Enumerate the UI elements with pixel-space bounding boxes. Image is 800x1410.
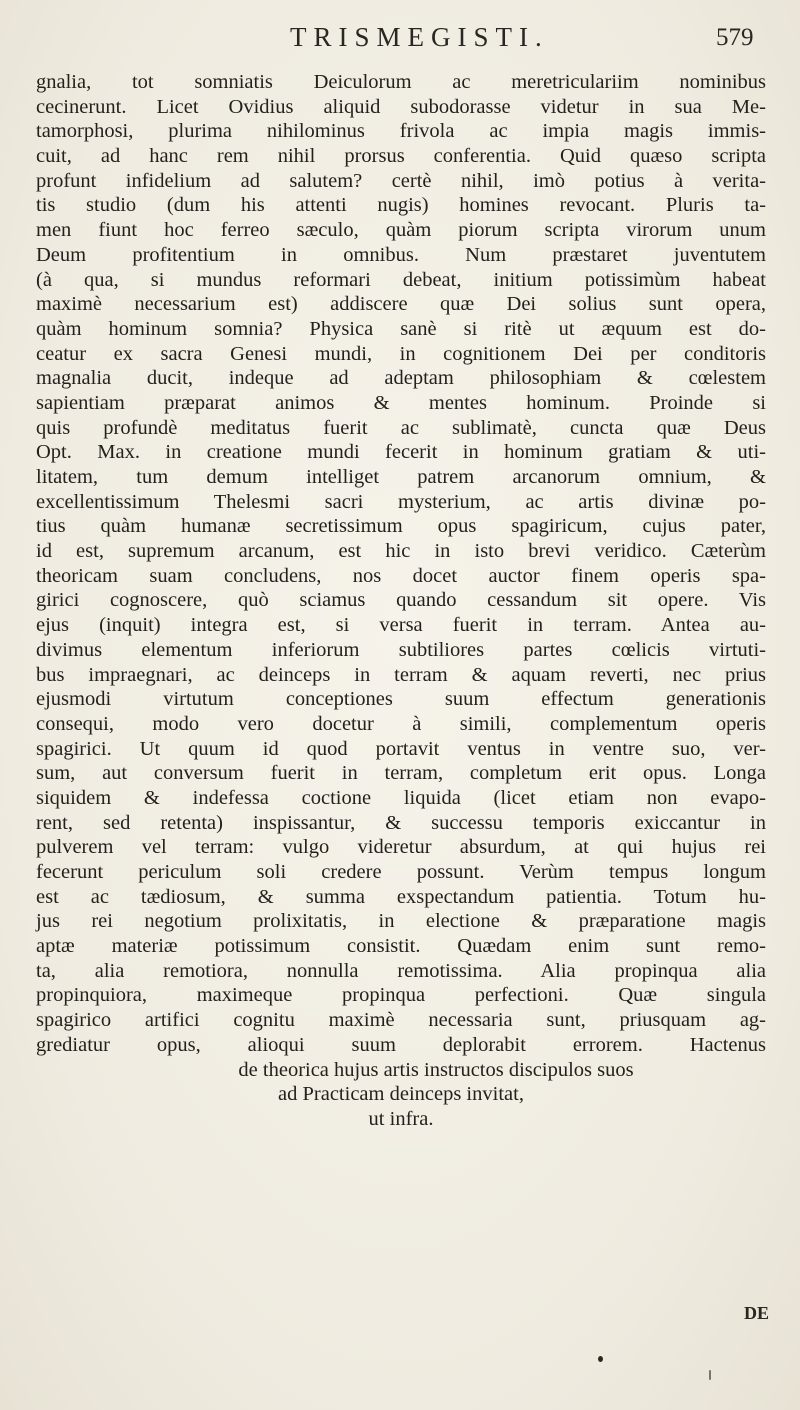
text-line: sum, aut conversum fuerit in terram, completum erit opus. Longa	[36, 762, 766, 785]
text-line: est ac tædiosum, & summa exspectandum patientia. Totum hu-	[36, 885, 766, 908]
text-line: ceatur ex sacra Genesi mundi, in cognitionem Dei per conditoris	[36, 342, 766, 365]
text-line: divimus elementum inferiorum subtiliores partes cœlicis virtuti-	[36, 638, 766, 661]
text-line: sapientiam præparat animos & mentes hominum. Proinde si	[36, 391, 766, 414]
text-line: id est, supremum arcanum, est hic in isto brevi veridico. Cæterùm	[36, 540, 766, 563]
text-line: de theorica hujus artis instructos discipulos suos	[238, 1058, 634, 1081]
text-line: propinquiora, maximeque propinqua perfectioni. Quæ singula	[36, 984, 766, 1007]
text-line: consequi, modo vero docetur à simili, complementum operis	[36, 712, 766, 735]
running-head	[0, 22, 800, 62]
text-line: magnalia ducit, indeque ad adeptam philosophiam & cœlestem	[36, 367, 766, 390]
text-line: litatem, tum demum intelliget patrem arcanorum omnium, &	[36, 466, 766, 488]
text-line: men fiunt hoc ferreo sæculo, quàm piorum scripta virorum unum	[36, 219, 766, 242]
text-line: (à qua, si mundus reformari debeat, initium potissimùm habeat	[36, 268, 766, 291]
text-line: spagirico artifici cognitu maximè necessaria sunt, priusquam ag-	[36, 1009, 766, 1032]
text-line: pulverem vel terram: vulgo videretur absurdum, at qui hujus rei	[36, 836, 766, 859]
text-line: girici cognoscere, quò sciamus quando cessandum sit opere. Vis	[36, 589, 766, 612]
text-line: jus rei negotium prolixitatis, in electione & præparatione magis	[36, 910, 766, 933]
text-line: Deum profitentium in omnibus. Num præstaret juventutem	[36, 243, 766, 266]
text-line: ejus (inquit) integra est, si versa fuerit in terram. Antea au-	[36, 614, 766, 637]
text-line: cecinerunt. Licet Ovidius aliquid subodorasse videtur in sua Me-	[36, 95, 766, 118]
text-line: tis studio (dum his attenti nugis) homines revocant. Pluris ta-	[36, 194, 766, 217]
text-line: ad Practicam deinceps invitat,	[278, 1083, 524, 1106]
text-line: ut infra.	[368, 1107, 434, 1130]
text-line: tius quàm humanæ secretissimum opus spagiricum, cujus pater,	[36, 515, 766, 538]
text-line: ejusmodi virtutum conceptiones suum effectum generationis	[36, 688, 766, 711]
text-line: bus impraegnari, ac deinceps in terram & aquam reverti, nec prius	[36, 663, 766, 686]
ink-speck	[598, 1356, 603, 1362]
page-title: TRISMEGISTI.	[290, 22, 549, 52]
text-line: profunt infidelium ad salutem? certè nihil, imò potius à verita-	[36, 169, 766, 192]
text-line: rent, sed retenta) inspissantur, & successu temporis exiccantur in	[36, 811, 766, 834]
text-line: grediatur opus, alioqui suum deplorabit errorem. Hactenus	[36, 1033, 766, 1056]
page-number: 579	[716, 24, 754, 51]
body-text	[36, 70, 766, 1132]
text-line: aptæ materiæ potissimum consistit. Quædam enim sunt remo-	[36, 935, 766, 958]
catchword: DE	[744, 1303, 770, 1323]
text-line: ta, alia remotiora, nonnulla remotissima. Alia propinqua alia	[36, 959, 766, 982]
text-line: spagirici. Ut quum id quod portavit ventus in ventre suo, ver-	[36, 737, 766, 760]
text-line: Opt. Max. in creatione mundi fecerit in hominum gratiam & uti-	[36, 441, 766, 464]
ink-speck	[709, 1370, 711, 1380]
text-line: excellentissimum Thelesmi sacri mysterium, ac artis divinæ po-	[36, 490, 766, 513]
text-line: theoricam suam concludens, nos docet auctor finem operis spa-	[36, 564, 766, 587]
text-line: maximè necessarium est) addiscere quæ Dei solius sunt opera,	[36, 293, 766, 316]
text-line: quàm hominum somnia? Physica sanè si ritè ut æquum est do-	[36, 317, 766, 340]
text-line: siquidem & indefessa coctione liquida (licet etiam non evapo-	[36, 786, 766, 809]
text-line: fecerunt periculum soli credere possunt. Verùm tempus longum	[36, 861, 766, 883]
text-line: tamorphosi, plurima nihilominus frivola ac impia magis immis-	[36, 120, 766, 143]
text-line: quis profundè meditatus fuerit ac sublimatè, cuncta quæ Deus	[36, 416, 766, 439]
text-line: cuit, ad hanc rem nihil prorsus conferentia. Quid quæso scripta	[36, 145, 766, 168]
text-line: gnalia, tot somniatis Deiculorum ac meretriculariim nominibus	[36, 71, 766, 93]
